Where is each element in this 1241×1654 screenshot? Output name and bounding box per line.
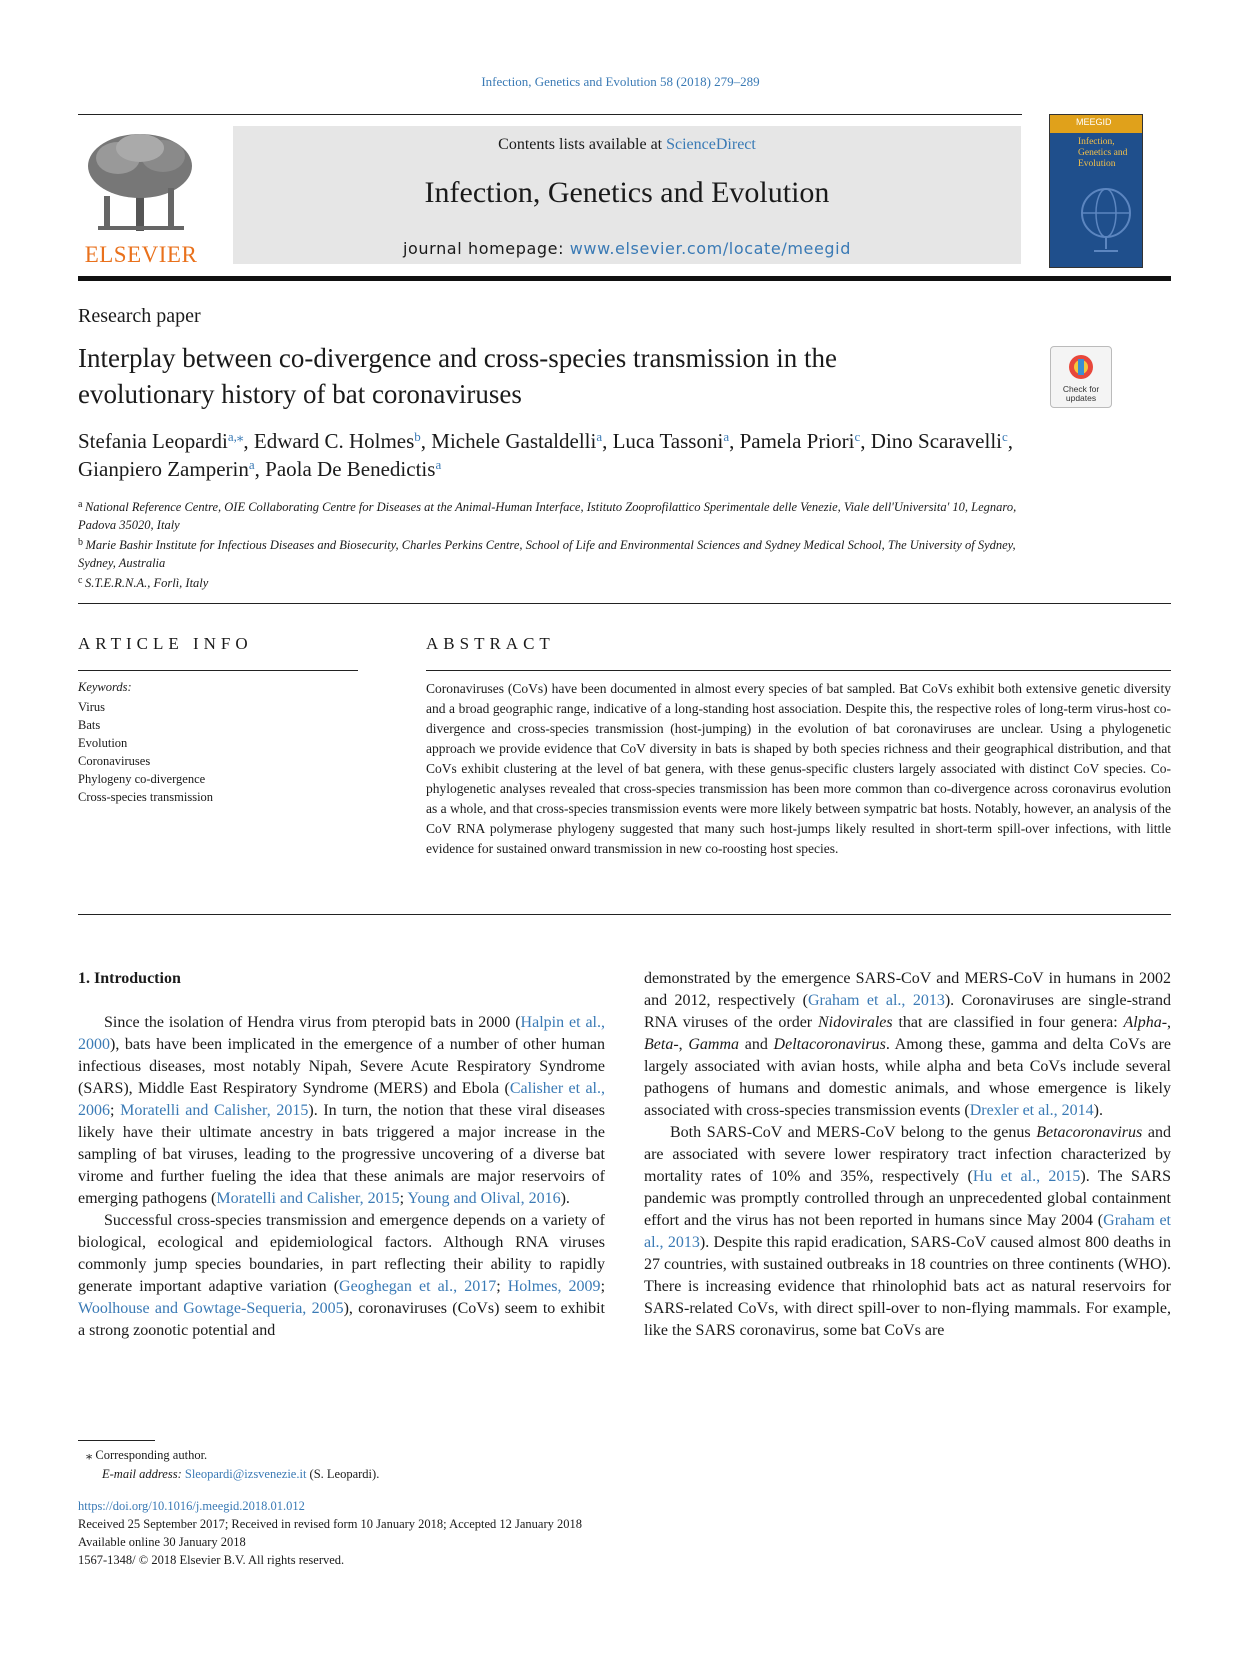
received-dates: Received 25 September 2017; Received in revised form 10 January 2018; Accepted 12 January 2018 xyxy=(78,1517,583,1531)
email-suffix: (S. Leopardi). xyxy=(306,1467,380,1481)
affiliation-text: S.T.E.R.N.A., Forlì, Italy xyxy=(84,576,209,590)
elsevier-wordmark: ELSEVIER xyxy=(84,242,198,267)
abstract-bottom-divider xyxy=(78,914,1171,915)
section-divider xyxy=(78,603,1171,604)
affiliation-text: National Reference Centre, OIE Collaborating Centre for Diseases at the Animal-Human Interface, Istituto Zooprofilattico Sperimentale delle Venezie, Viale dell'Universita' 10, Legnaro, Padova 35020, Italy xyxy=(78,500,1017,532)
contents-line xyxy=(233,136,1021,154)
check-for-updates-button[interactable] xyxy=(1050,346,1112,408)
article-info-heading: ARTICLE INFO xyxy=(78,634,253,653)
copyright: 1567-1348/ © 2018 Elsevier B.V. All rights reserved. xyxy=(78,1553,345,1567)
citation-link[interactable]: Hu et al., 2015 xyxy=(972,1168,1081,1185)
author-affiliation-marker[interactable]: a xyxy=(596,429,603,444)
keyword: Virus xyxy=(78,700,106,714)
italic-term: Alpha- xyxy=(1123,1014,1168,1031)
italic-term: Deltacoronavirus xyxy=(773,1036,886,1053)
section-heading-introduction: 1. Introduction xyxy=(78,970,181,987)
author-affiliation-marker[interactable]: b xyxy=(414,429,421,444)
email-note xyxy=(78,1465,379,1484)
body-column-right xyxy=(644,968,1171,1342)
crossmark-icon xyxy=(1067,353,1095,381)
affiliation xyxy=(78,572,1038,592)
affiliation xyxy=(78,496,1038,534)
footnote-rule xyxy=(78,1440,155,1441)
author-affiliation-marker[interactable]: c xyxy=(854,429,861,444)
author-name: Edward C. Holmes xyxy=(253,429,415,453)
body-paragraph: Since the isolation of Hendra virus from pteropid bats in 2000 (Halpin et al., 2000), bats have been implicated in the emergence of a number of other human infectious diseases, most notably Nipah, Severe Acute Respiratory Syndrome (SARS), Middle East Respiratory Syndrome (MERS) and Ebola (Calisher et al., 2006; Moratelli and Calisher, 2015). In turn, the notion that these viral diseases likely have their ultimate ancestry in bats triggered a major increase in the sampling of bat viruses, leading to the progressive uncovering of a diverse bat virome and further fueling the idea that these animals are major reservoirs of emerging pathogens (Moratelli and Calisher, 2015; Young and Olival, 2016). xyxy=(78,1014,606,1207)
check-for-updates-label: Check for updates xyxy=(1062,384,1100,403)
affiliation-list xyxy=(78,496,1038,592)
citation-link[interactable]: Drexler et al., 2014 xyxy=(969,1102,1094,1119)
corresponding-author-note: ⁎ Corresponding author. xyxy=(86,1448,208,1462)
journal-cover-thumbnail[interactable] xyxy=(1049,114,1143,268)
cover-title: Infection, Genetics and Evolution xyxy=(1078,137,1128,169)
affiliation xyxy=(78,534,1038,572)
doi-link[interactable]: https://doi.org/10.1016/j.meegid.2018.01.012 xyxy=(78,1499,305,1513)
citation-link[interactable]: Graham et al., 2013 xyxy=(644,1212,1172,1251)
author-email-link[interactable]: Sleopardi@izsvenezie.it xyxy=(184,1467,307,1481)
homepage-line xyxy=(233,239,1021,258)
author-affiliation-marker[interactable]: c xyxy=(1002,429,1008,444)
globe-icon xyxy=(1078,185,1134,255)
author-name: Stefania Leopardi xyxy=(78,429,228,453)
journal-title: Infection, Genetics and Evolution xyxy=(424,176,830,209)
affiliation-key: b xyxy=(78,537,86,548)
keywords-label: Keywords: xyxy=(78,680,132,694)
publication-info xyxy=(78,1497,582,1569)
affiliation-text: Marie Bashir Institute for Infectious Diseases and Biosecurity, Charles Perkins Centre, School of Life and Environmental Sciences and Sydney Medical School, The University of Sydney, Sydney, Australia xyxy=(78,538,1016,570)
keyword: Coronaviruses xyxy=(78,754,151,768)
footnotes xyxy=(78,1446,379,1484)
italic-term: Nidovirales xyxy=(817,1014,893,1031)
author-affiliation-marker[interactable]: a xyxy=(435,457,442,472)
homepage-link[interactable]: www.elsevier.com/locate/meegid xyxy=(569,239,851,258)
italic-term: Gamma xyxy=(688,1036,740,1053)
keyword: Phylogeny co-divergence xyxy=(78,772,206,786)
author-affiliation-marker[interactable]: a xyxy=(723,429,730,444)
abstract-rule xyxy=(426,670,1171,671)
author-name: Dino Scaravelli xyxy=(870,429,1002,453)
article-type: Research paper xyxy=(78,305,201,327)
author-name: Paola De Benedictis xyxy=(265,457,436,481)
author-affiliation-marker[interactable]: a xyxy=(248,457,255,472)
abstract-heading: ABSTRACT xyxy=(426,634,555,653)
homepage-prefix: journal homepage: xyxy=(403,239,570,258)
author-affiliation-marker[interactable]: a,⁎ xyxy=(227,429,244,444)
body-column-left xyxy=(78,968,605,1342)
body-paragraph: Successful cross-species transmission and emergence depends on a variety of biological, ecological and epidemiological factors. Although RNA viruses commonly jump species boundaries, in part reflecting their ability to rapidly generate important adaptive variation (Geoghegan et al., 2017; Holmes, 2009; Woolhouse and Gowtage-Sequeria, 2005), coronaviruses (CoVs) seem to exhibit a strong zoonotic potential and xyxy=(78,1212,606,1339)
author-name: Michele Gastaldelli xyxy=(431,429,597,453)
keyword: Bats xyxy=(78,718,101,732)
keyword: Cross-species transmission xyxy=(78,790,214,804)
header-thick-divider xyxy=(78,276,1171,281)
citation-link[interactable]: Geoghegan et al., 2017 xyxy=(339,1278,497,1295)
journal-citation-link[interactable]: Infection, Genetics and Evolution 58 (2018) 279–289 xyxy=(481,74,760,89)
email-label: E-mail address: xyxy=(102,1467,185,1481)
cover-tag: MEEGID xyxy=(1076,117,1112,127)
author-list: Stefania Leopardi$^{a,⁎}$, Edward C. Holmes$^b$, Michele Gastaldelli$^a$, Luca Tassoni$^a$, Pamela Priori$^c$, Dino Scaravelli$^c$, Gianpiero Zamperin$^a$, Paola De Benedictis$^a$ xyxy=(78,429,1014,481)
affiliation-key: c xyxy=(78,575,85,586)
affiliation-key: a xyxy=(78,499,85,510)
journal-banner xyxy=(233,126,1021,264)
abstract-text: Coronaviruses (CoVs) have been documented in almost every species of bat sampled. Bat CoVs exhibit both extensive genetic diversity and a broad geographic range, indicative of a long-standing host association. Despite this, the respective roles of long-term virus-host co-divergence and cross-species transmission (host-jumping) in the evolution of bat coronaviruses are unclear. Using a phylogenetic approach we provide evidence that CoV diversity in bats is shaped by both species richness and their geographical distribution, and that CoVs exhibit clustering at the level of bat genera, with these genus-specific clusters largely associated with distinct CoV species. Co-phylogenetic analyses revealed that cross-species transmission has been more common than co-divergence across coronavirus evolution as a whole, and that cross-species transmission events were more likely between sympatric bat hosts. Notably, however, an analysis of the CoV RNA polymerase phylogeny suggested that many such host-jumps likely resulted in short-term spill-over infections, with little evidence for sustained onward transmission in new co-roosting host species. xyxy=(426,681,1171,856)
article-info-rule xyxy=(78,670,358,671)
citation-link[interactable]: Graham et al., 2013 xyxy=(807,992,945,1009)
italic-term: Betacoronavirus xyxy=(1036,1124,1143,1141)
keyword: Evolution xyxy=(78,736,128,750)
citation-link[interactable]: Holmes, 2009 xyxy=(507,1278,601,1295)
keywords-list xyxy=(78,698,213,806)
body-paragraph: Both SARS-CoV and MERS-CoV belong to the genus Betacoronavirus and are associated with severe lower respiratory tract infection characterized by mortality rates of 10% and 35%, respectively (Hu et al., 2015). The SARS pandemic was promptly controlled through an unprecedented global containment effort and the virus has not been reported in humans since May 2004 (Graham et al., 2013). Despite this rapid eradication, SARS-CoV caused almost 800 deaths in 27 countries, with sustained outbreaks in 18 countries on three continents (WHO). There is increasing evidence that rhinolophid bats act as natural reservoirs for SARS-related CoVs, with direct spill-over to non-flying mammals. For example, like the SARS coronavirus, some bat CoVs are xyxy=(644,1124,1172,1339)
citation-link[interactable]: Calisher et al., 2006 xyxy=(78,1080,606,1119)
citation-link[interactable]: Moratelli and Calisher, 2015 xyxy=(120,1102,309,1119)
citation-link[interactable]: Halpin et al., 2000 xyxy=(78,1014,605,1053)
author-name: Pamela Priori xyxy=(739,429,855,453)
author-name: Luca Tassoni xyxy=(612,429,724,453)
contents-prefix: Contents lists available at xyxy=(498,136,667,153)
header-divider xyxy=(78,114,1022,115)
available-online: Available online 30 January 2018 xyxy=(78,1535,246,1549)
italic-term: Beta- xyxy=(644,1036,679,1053)
author-name: Gianpiero Zamperin xyxy=(78,457,249,481)
citation-link[interactable]: Woolhouse and Gowtage-Sequeria, 2005 xyxy=(78,1300,344,1317)
citation-link[interactable]: Moratelli and Calisher, 2015 xyxy=(216,1190,400,1207)
citation-link[interactable]: Young and Olival, 2016 xyxy=(407,1190,561,1207)
body-paragraph: demonstrated by the emergence SARS-CoV and MERS-CoV in humans in 2002 and 2012, respectively (Graham et al., 2013). Coronaviruses are single-strand RNA viruses of the order Nidovirales that are classified in four genera: Alpha-, Beta-, Gamma and Deltacoronavirus. Among these, gamma and delta CoVs are largely associated with avian hosts, while alpha and beta CoVs include several pathogens of humans and domestic animals, and whose emergence is likely associated with cross-species transmission events (Drexler et al., 2014). xyxy=(644,970,1172,1119)
sciencedirect-link[interactable]: ScienceDirect xyxy=(666,136,756,153)
article-title: Interplay between co-divergence and cross-species transmission in the evolutionary history of bat coronaviruses xyxy=(78,343,837,409)
